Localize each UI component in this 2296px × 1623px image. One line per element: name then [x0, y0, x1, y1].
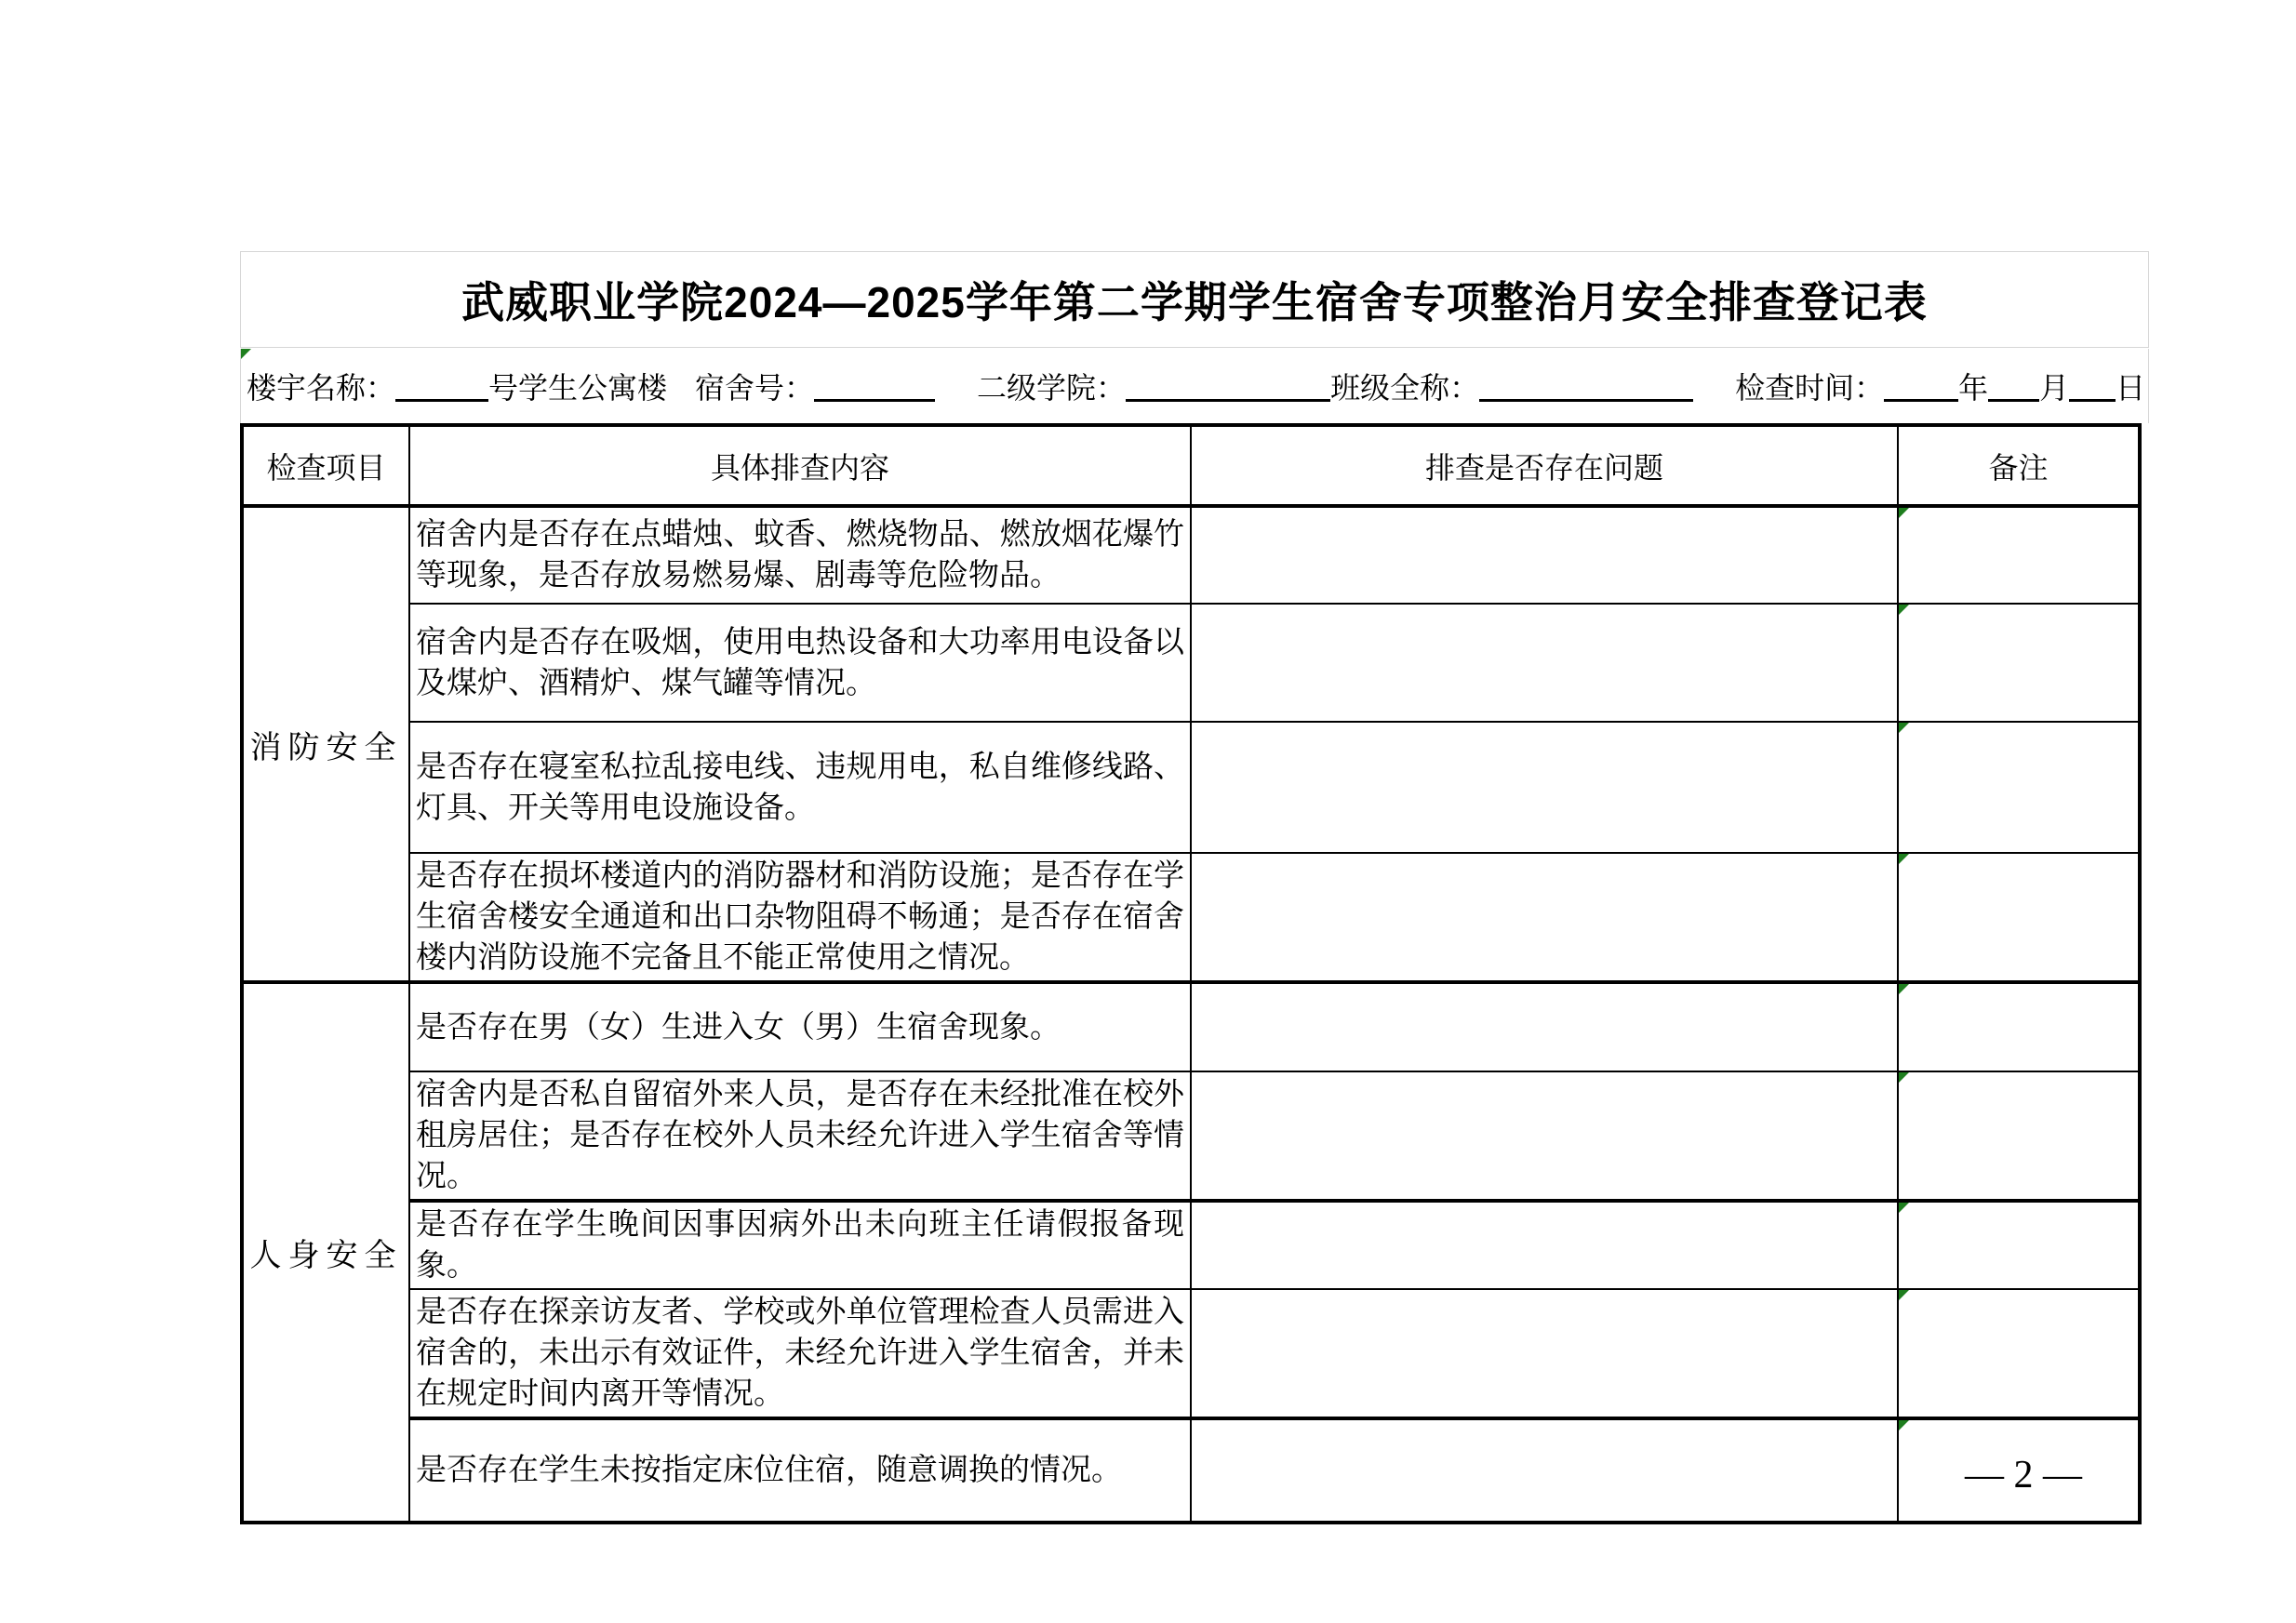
page-title: 武威职业学院2024—2025学年第二学期学生宿舍专项整治月安全排查登记表 [461, 278, 1928, 326]
building-name-suffix: 号学生公寓楼 [488, 371, 668, 405]
problem-entry-cell[interactable] [1191, 853, 1898, 982]
remark-entry-cell[interactable] [1898, 1201, 2140, 1289]
class-name-blank[interactable] [1479, 371, 1693, 402]
building-number-blank[interactable] [395, 371, 488, 402]
remark-entry-cell[interactable] [1898, 1289, 2140, 1418]
college-label: 二级学院： [977, 371, 1127, 405]
building-name-label: 楼宇名称： [247, 371, 396, 405]
remark-entry-cell[interactable] [1898, 506, 2140, 604]
table-header-row [242, 425, 2140, 506]
inspection-category: 消防安全 [242, 506, 409, 982]
problem-entry-cell[interactable] [1191, 1418, 1898, 1523]
inspection-item-text: 宿舍内是否存在点蜡烛、蚊香、燃烧物品、燃放烟花爆竹等现象，是否存放易燃易爆、剧毒等危险物品。 [409, 506, 1191, 604]
comment-marker-icon [1899, 984, 1909, 994]
inspection-item-text: 是否存在探亲访友者、学校或外单位管理检查人员需进入宿舍的，未出示有效证件，未经允许进入学生宿舍，并未在规定时间内离开等情况。 [409, 1289, 1191, 1418]
inspection-item-text: 是否存在寝室私拉乱接电线、违规用电，私自维修线路、灯具、开关等用电设施设备。 [409, 722, 1191, 853]
inspection-item-text: 是否存在学生晚间因事因病外出未向班主任请假报备现象。 [409, 1201, 1191, 1289]
inspection-item-text: 是否存在学生未按指定床位住宿，随意调换的情况。 [409, 1418, 1191, 1523]
problem-entry-cell[interactable] [1191, 722, 1898, 853]
form-info-row [240, 349, 2149, 423]
inspection-item-text: 是否存在损坏楼道内的消防器材和消防设施；是否存在学生宿舍楼安全通道和出口杂物阻碍不畅通；是否存在宿舍楼内消防设施不完备且不能正常使用之情况。 [409, 853, 1191, 982]
remark-entry-cell[interactable] [1898, 1071, 2140, 1201]
remark-entry-cell[interactable] [1898, 722, 2140, 853]
comment-marker-icon [1899, 854, 1909, 864]
page-number: — 2 — [1965, 1454, 2082, 1497]
check-time-label: 检查时间： [1735, 371, 1885, 405]
problem-entry-cell[interactable] [1191, 982, 1898, 1071]
problem-entry-cell[interactable] [1191, 1289, 1898, 1418]
comment-marker-icon [1899, 723, 1909, 733]
problem-entry-cell[interactable] [1191, 1071, 1898, 1201]
day-label: 日 [2116, 371, 2146, 405]
inspection-row [242, 853, 2140, 982]
year-label: 年 [1958, 371, 1989, 405]
comment-marker-icon [1899, 1420, 1909, 1430]
inspection-item-text: 是否存在男（女）生进入女（男）生宿舍现象。 [409, 982, 1191, 1071]
inspection-row [242, 982, 2140, 1071]
inspection-item-text: 宿舍内是否存在吸烟，使用电热设备和大功率用电设备以及煤炉、酒精炉、煤气罐等情况。 [409, 604, 1191, 722]
month-label: 月 [2039, 371, 2070, 405]
inspection-category: 人身安全 [242, 982, 409, 1523]
comment-marker-icon [241, 349, 251, 359]
comment-marker-icon [1899, 1203, 1909, 1213]
comment-marker-icon [1899, 605, 1909, 615]
college-blank[interactable] [1126, 371, 1330, 402]
year-blank[interactable] [1884, 371, 1958, 402]
comment-marker-icon [1899, 1072, 1909, 1083]
inspection-table-body [242, 506, 2140, 1523]
class-name-label: 班级全称： [1330, 371, 1480, 405]
problem-entry-cell[interactable] [1191, 604, 1898, 722]
header-remark: 备注 [1898, 425, 2140, 506]
remark-entry-cell[interactable] [1898, 604, 2140, 722]
header-check-item: 检查项目 [242, 425, 409, 506]
inspection-row [242, 1418, 2140, 1523]
header-problem-exists: 排查是否存在问题 [1191, 425, 1898, 506]
inspection-row [242, 506, 2140, 604]
form-title-block [240, 251, 2149, 348]
inspection-item-text: 宿舍内是否私自留宿外来人员，是否存在未经批准在校外租房居住；是否存在校外人员未经允许进入学生宿舍等情况。 [409, 1071, 1191, 1201]
inspection-row [242, 722, 2140, 853]
comment-marker-icon [1899, 508, 1909, 518]
inspection-row [242, 1289, 2140, 1418]
month-blank[interactable] [1988, 371, 2039, 402]
remark-entry-cell[interactable] [1898, 853, 2140, 982]
room-number-label: 宿舍号： [695, 371, 815, 405]
inspection-row [242, 1071, 2140, 1201]
inspection-table [240, 423, 2142, 1524]
day-blank[interactable] [2069, 371, 2116, 402]
room-number-blank[interactable] [814, 371, 935, 402]
problem-entry-cell[interactable] [1191, 1201, 1898, 1289]
inspection-row [242, 604, 2140, 722]
header-check-content: 具体排查内容 [409, 425, 1191, 506]
remark-entry-cell[interactable] [1898, 982, 2140, 1071]
inspection-row [242, 1201, 2140, 1289]
problem-entry-cell[interactable] [1191, 506, 1898, 604]
comment-marker-icon [1899, 1290, 1909, 1300]
